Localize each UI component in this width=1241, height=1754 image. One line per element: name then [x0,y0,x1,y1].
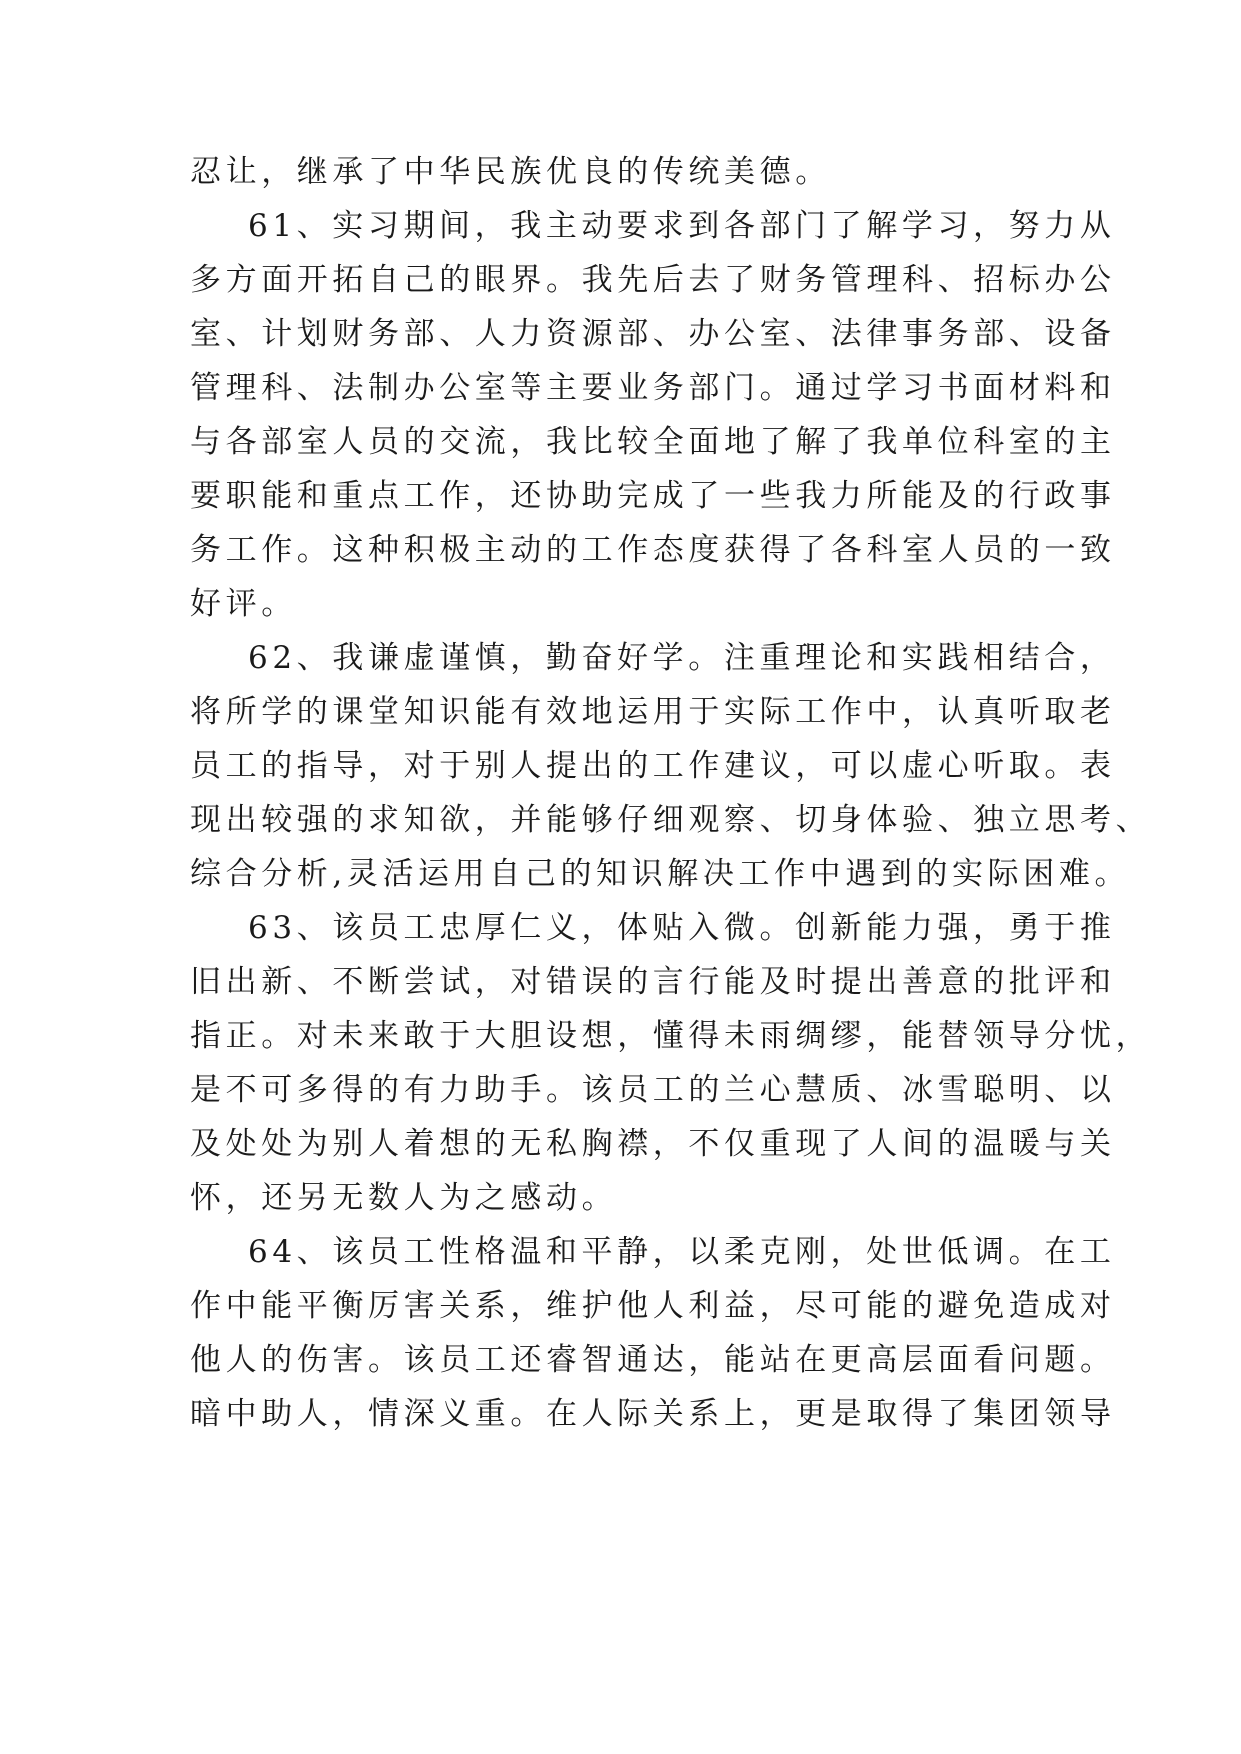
text-line: 暗中助人，情深义重。在人际关系上，更是取得了集团领导 [190,1396,1116,1432]
paragraph-63-line: 63、该员工忠厚仁义，体贴入微。创新能力强，勇于推 [248,910,1116,946]
text-line: 员工的指导，对于别人提出的工作建议，可以虚心听取。表 [190,748,1116,784]
text-line: 将所学的课堂知识能有效地运用于实际工作中，认真听取老 [190,694,1116,730]
text-line: 与各部室人员的交流，我比较全面地了解了我单位科室的主 [190,424,1116,460]
paragraph-62-line: 62、我谦虚谨慎，勤奋好学。注重理论和实践相结合， [248,640,1116,676]
text-line: 指正。对未来敢于大胆设想，懂得未雨绸缪，能替领导分忧， [190,1018,1152,1054]
text-line: 旧出新、不断尝试，对错误的言行能及时提出善意的批评和 [190,964,1116,1000]
text-line: 要职能和重点工作，还协助完成了一些我力所能及的行政事 [190,478,1116,514]
text-line: 管理科、法制办公室等主要业务部门。通过学习书面材料和 [190,370,1116,406]
text-line: 他人的伤害。该员工还睿智通达，能站在更高层面看问题。 [190,1342,1116,1378]
text-line: 务工作。这种积极主动的工作态度获得了各科室人员的一致 [190,532,1116,568]
text-line: 多方面开拓自己的眼界。我先后去了财务管理科、招标办公 [190,262,1116,298]
paragraph-64-line: 64、该员工性格温和平静，以柔克刚，处世低调。在工 [248,1234,1116,1270]
text-line: 好评。 [190,586,297,622]
text-line: 是不可多得的有力助手。该员工的兰心慧质、冰雪聪明、以 [190,1072,1116,1108]
text-line: 室、计划财务部、人力资源部、办公室、法律事务部、设备 [190,316,1116,352]
text-line: 现出较强的求知欲，并能够仔细观察、切身体验、独立思考、 [190,802,1152,838]
text-line: 作中能平衡厉害关系，维护他人利益，尽可能的避免造成对 [190,1288,1116,1324]
text-line: 怀，还另无数人为之感动。 [190,1180,618,1216]
text-line: 及处处为别人着想的无私胸襟，不仅重现了人间的温暖与关 [190,1126,1116,1162]
paragraph-61-line: 61、实习期间，我主动要求到各部门了解学习，努力从 [248,208,1116,244]
text-line: 综合分析,灵活运用自己的知识解决工作中遇到的实际困难。 [190,856,1131,892]
text-line: 忍让，继承了中华民族优良的传统美德。 [190,154,831,190]
